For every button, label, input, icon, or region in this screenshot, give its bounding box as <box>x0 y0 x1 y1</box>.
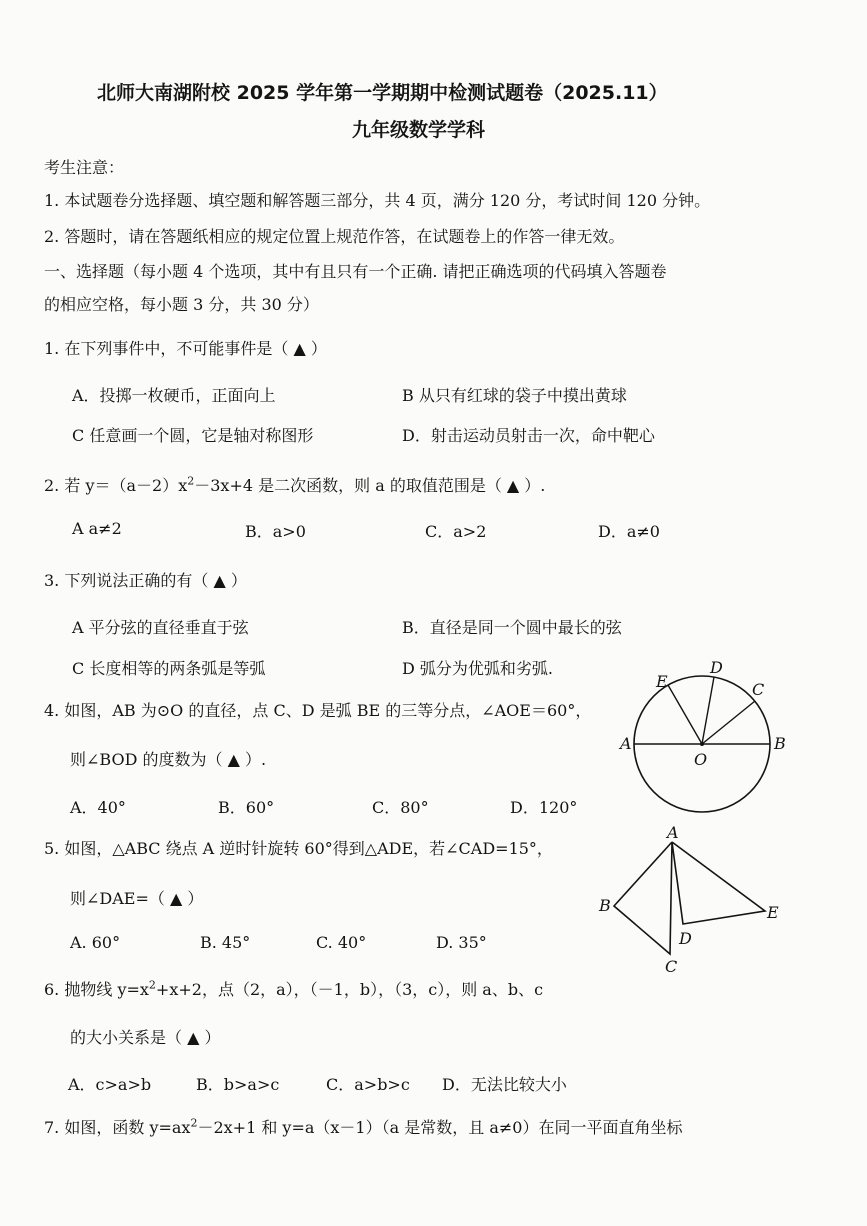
circle-figure <box>610 655 800 835</box>
radius-oe <box>668 685 702 744</box>
question-6-exponent: 2 <box>148 978 156 992</box>
question-3-option-d: D 弧分为优弧和劣弧. <box>402 659 554 678</box>
question-2-option-a: A a≠2 <box>72 519 122 538</box>
question-4-option-b: B．60° <box>218 798 275 817</box>
question-2-option-c: C．a>2 <box>425 522 487 541</box>
question-7-stem-text: 7. 如图，函数 y=ax <box>44 1118 191 1137</box>
question-6-stem-rest: +x+2，点（2，a），（－1，b），（3，c），则 a、b、c <box>155 980 544 999</box>
notice-line-1: 1. 本试题卷分选择题、填空题和解答题三部分，共 4 页，满分 120 分，考试时间 120 分钟。 <box>44 191 711 210</box>
question-4-stem-cont: 则∠BOD 的度数为（ ▲ ）. <box>70 750 267 769</box>
question-5-option-b: B. 45° <box>200 933 251 952</box>
question-2-stem-rest: －3x+4 是二次函数，则 a 的取值范围是（ ▲ ）. <box>194 476 546 495</box>
question-7-stem-rest: －2x+1 和 y=a（x－1）（a 是常数，且 a≠0）在同一平面直角坐标 <box>197 1118 683 1137</box>
section-heading-cont: 的相应空格，每小题 3 分，共 30 分） <box>44 295 319 314</box>
label-d: D <box>710 658 723 677</box>
radius-od <box>702 677 714 744</box>
question-1-option-c: C 任意画一个圆，它是轴对称图形 <box>72 426 314 445</box>
question-6-stem-cont: 的大小关系是（ ▲ ） <box>70 1028 221 1047</box>
question-5-option-d: D. 35° <box>436 933 487 952</box>
question-6-option-a: A．c>a>b <box>68 1075 152 1094</box>
notice-line-2: 2. 答题时，请在答题纸相应的规定位置上规范作答，在试题卷上的作答一律无效。 <box>44 227 625 246</box>
label-c: C <box>665 957 678 976</box>
triangle-abc <box>614 842 672 954</box>
question-4-option-a: A．40° <box>70 798 126 817</box>
question-4-option-c: C．80° <box>372 798 429 817</box>
question-2-stem-text: 2. 若 y＝（a－2）x <box>44 476 188 495</box>
question-3-stem: 3. 下列说法正确的有（ ▲ ） <box>44 571 247 590</box>
radius-oc <box>702 701 755 744</box>
question-5-option-a: A. 60° <box>70 933 121 952</box>
question-4-option-d: D．120° <box>510 798 578 817</box>
page-title: 北师大南湖附校 2025 学年第一学期期中检测试题卷（2025.11） <box>97 82 668 104</box>
question-6-stem <box>44 977 543 1000</box>
question-3-option-a: A 平分弦的直径垂直于弦 <box>72 618 249 637</box>
question-5-option-c: C. 40° <box>316 933 367 952</box>
label-o: O <box>694 750 708 769</box>
question-2-option-d: D．a≠0 <box>598 522 660 541</box>
label-b: B <box>774 734 786 753</box>
label-a: A <box>667 823 679 842</box>
question-6-option-b: B．b>a>c <box>196 1075 280 1094</box>
question-3-option-c: C 长度相等的两条弧是等弧 <box>72 659 266 678</box>
question-1-option-b: B 从只有红球的袋子中摸出黄球 <box>402 386 627 405</box>
question-1-stem: 1. 在下列事件中，不可能事件是（ ▲ ） <box>44 339 327 358</box>
question-4-stem: 4. 如图，AB 为⊙O 的直径，点 C、D 是弧 BE 的三等分点，∠AOE＝60°， <box>44 701 592 720</box>
question-6-stem-text: 6. 抛物线 y=x <box>44 980 149 999</box>
question-7-stem <box>44 1115 682 1138</box>
label-e: E <box>656 672 668 691</box>
question-7-exponent: 2 <box>190 1116 198 1130</box>
question-6-option-c: C．a>b>c <box>326 1075 410 1094</box>
question-1-option-d: D．射击运动员射击一次，命中靶心 <box>402 426 655 445</box>
question-1-option-a: A．投掷一枚硬币，正面向上 <box>72 386 276 405</box>
question-2-stem <box>44 473 545 496</box>
section-heading: 一、选择题（每小题 4 个选项，其中有且只有一个正确. 请把正确选项的代码填入答题卷 <box>44 262 667 281</box>
triangle-ade <box>672 842 765 924</box>
question-2-exponent: 2 <box>187 474 195 488</box>
question-5-stem: 5. 如图，△ABC 绕点 A 逆时针旋转 60°得到△ADE，若∠CAD=15°， <box>44 839 553 858</box>
page-subtitle: 九年级数学学科 <box>352 119 486 141</box>
triangle-figure <box>595 820 795 980</box>
label-c: C <box>752 680 765 699</box>
label-a: A <box>620 734 632 753</box>
question-3-option-b: B．直径是同一个圆中最长的弦 <box>402 618 622 637</box>
label-b: B <box>599 896 611 915</box>
label-e: E <box>767 903 779 922</box>
question-6-option-d: D．无法比较大小 <box>442 1075 567 1094</box>
center-point <box>700 742 704 746</box>
label-d: D <box>679 929 692 948</box>
question-5-stem-cont: 则∠DAE=（ ▲ ） <box>70 889 204 908</box>
question-2-option-b: B．a>0 <box>245 522 306 541</box>
notice-heading: 考生注意： <box>44 158 125 177</box>
